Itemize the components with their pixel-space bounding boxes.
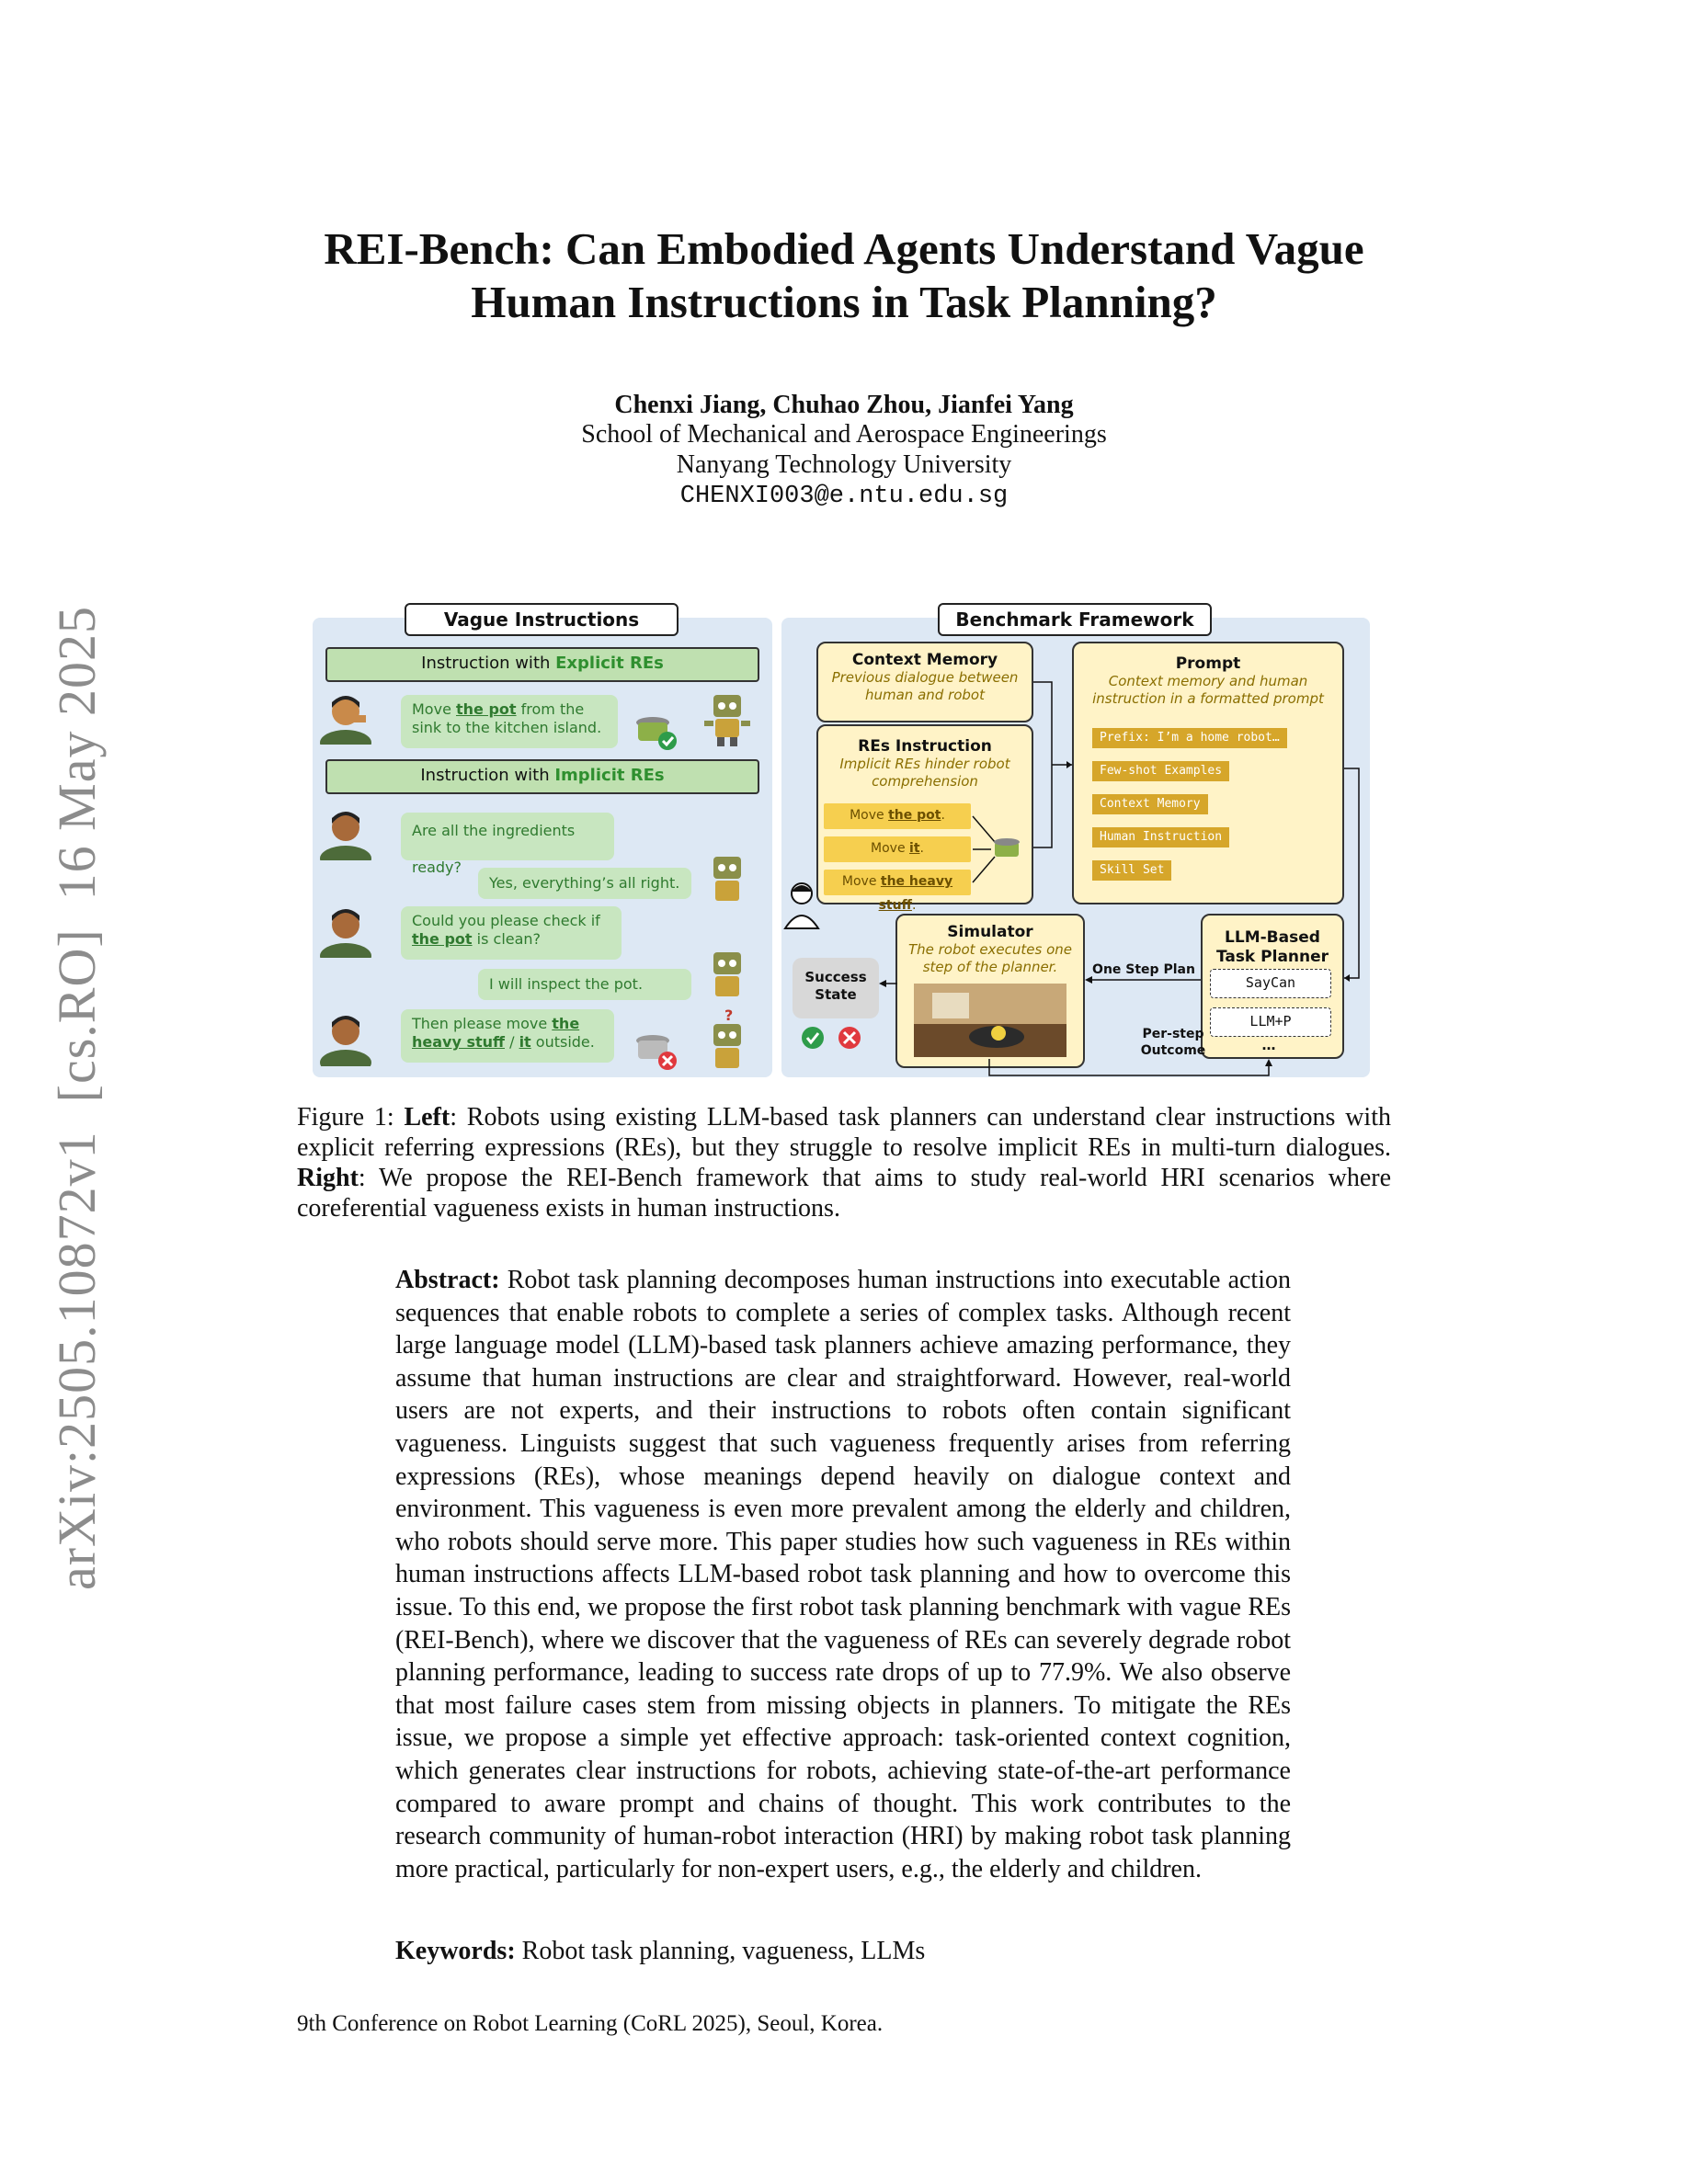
caption-label: Figure 1: <box>297 1103 405 1132</box>
pot-check-icon <box>633 702 679 750</box>
msg3-b: the pot <box>412 930 473 948</box>
arxiv-sidebar-stamp: arXiv:2505.10872v1 [cs.RO] 16 May 2025 <box>47 605 107 1590</box>
success-fail-icons <box>800 1024 873 1052</box>
abstract-label: Abstract: <box>395 1266 500 1294</box>
caption-left-text: : Robots using existing LLM-based task planners can understand clear instructions with explicit referring expressions (REs), but they struggle to resolve implicit REs in multi-turn dialogues. <box>297 1103 1391 1162</box>
connector-to-prompt <box>1033 678 1076 862</box>
affiliation-2: Nanyang Technology University <box>676 450 1012 479</box>
prompt-item-skillset: Skill Set <box>1092 860 1171 881</box>
explicit-bar-prefix: Instruction with <box>421 654 556 673</box>
planner-saycan: SayCan <box>1210 969 1331 998</box>
res-btn3-b: the heavy stuff <box>878 874 953 913</box>
prompt-desc: Context memory and human instruction in a formatted prompt <box>1092 673 1324 707</box>
caption-right-text: : We propose the REI-Bench framework that aims to study real-world HRI scenarios where coreferential vagueness exists in human instructions. <box>297 1164 1391 1223</box>
context-memory-box <box>816 642 1033 722</box>
explicit-msg-a: Move <box>412 700 456 718</box>
caption-right-bold: Right <box>297 1164 359 1192</box>
implicit-bar-prefix: Instruction with <box>420 766 555 785</box>
prompt-item-prefix: Prefix: I’m a home robot… <box>1092 728 1287 748</box>
res-btn3-c: . <box>911 898 917 913</box>
res-btn2-c: . <box>919 841 924 856</box>
keywords <box>395 1937 925 1966</box>
per-step-loop <box>984 1059 1278 1081</box>
message-bubble-3 <box>401 906 622 960</box>
implicit-res-bar <box>325 759 759 794</box>
explicit-msg-b: the pot <box>456 700 517 718</box>
msg5-e: outside. <box>530 1033 595 1051</box>
planner-title: LLM-Based Task Planner <box>1215 928 1329 966</box>
planner-llmp: LLM+P <box>1210 1007 1331 1037</box>
human-speaker-icon <box>316 1006 375 1066</box>
robot-icon <box>699 947 756 1004</box>
pot-fail-icon <box>633 1020 679 1074</box>
explicit-message-bubble <box>401 695 618 748</box>
conference-footer: 9th Conference on Robot Learning (CoRL 2025), Seoul, Korea. <box>297 2011 884 2036</box>
abstract <box>395 1264 1291 1885</box>
explicit-msg-c: from the sink to the kitchen island. <box>412 700 602 736</box>
implicit-bar-em: Implicit REs <box>554 766 665 785</box>
res-instruction-title: REs Instruction <box>858 737 992 756</box>
sim-to-success-arrow <box>879 978 897 989</box>
vague-instructions-header: Vague Instructions <box>405 603 679 636</box>
email: CHENXI003@e.ntu.edu.sg <box>679 483 1009 510</box>
prompt-item-context: Context Memory <box>1092 794 1208 814</box>
msg5-b: the heavy stuff <box>412 1015 580 1051</box>
message-bubble-2: Yes, everything’s all right. <box>478 868 691 899</box>
paper-title-line2: Human Instructions in Task Planning? <box>471 277 1217 327</box>
explicit-bar-em: Explicit REs <box>555 654 664 673</box>
prompt-item-fewshot: Few-shot Examples <box>1092 761 1229 781</box>
arrows-to-pot-icon <box>971 803 1026 895</box>
msg3-a: Could you please check if <box>412 912 600 929</box>
planner-more: … <box>1261 1037 1276 1053</box>
res-btn1-a: Move <box>850 808 889 823</box>
explicit-res-bar <box>325 647 759 682</box>
affiliation-1: School of Mechanical and Aerospace Engineerings <box>581 420 1107 449</box>
svg-text:?: ? <box>724 1007 734 1024</box>
robot-icon <box>699 689 756 748</box>
per-step-outcome-label: Per-step Outcome <box>1140 1027 1206 1058</box>
success-state-box <box>793 958 879 1018</box>
figure-caption <box>297 1102 1391 1223</box>
prompt-title: Prompt <box>1175 654 1241 673</box>
authors: Chenxi Jiang, Chuhao Zhou, Jianfei Yang <box>614 391 1074 419</box>
res-instruction-desc: Implicit REs hinder robot comprehension <box>839 756 1010 790</box>
message-bubble-5 <box>401 1009 614 1063</box>
res-btn3-a: Move <box>841 874 881 889</box>
msg5-c: / <box>505 1033 519 1051</box>
prompt-item-human: Human Instruction <box>1092 827 1229 847</box>
res-btn1-c: . <box>941 808 945 823</box>
paper-title-line1: REI-Bench: Can Embodied Agents Understand Vague <box>324 223 1364 274</box>
keywords-text: Robot task planning, vagueness, LLMs <box>515 1937 926 1965</box>
user-icon <box>783 879 820 930</box>
res-btn1-b: the pot <box>888 808 941 823</box>
context-memory-desc: Previous dialogue between human and robot <box>831 669 1019 703</box>
keywords-label: Keywords: <box>395 1937 516 1965</box>
context-memory-title: Context Memory <box>851 651 998 669</box>
simulator-desc: The robot executes one step of the planner. <box>907 941 1073 975</box>
msg3-c: is clean? <box>472 930 542 948</box>
abstract-text: Robot task planning decomposes human instructions into executable action sequences that enable robots to complete a series of complex tasks. Although recent large language model (LLM)-based task planners achieve amazing performance, they assume that human instructions are clear and straightforward. However, real-world users are not experts, and their instructions to robots often contain significant vagueness. Linguists suggest that such vagueness frequently arises from referring expressions (REs), whose meanings depend heavily on dialogue context and environment. This vagueness is even more prevalent among the elderly and children, who robots should serve more. This paper studies how such vagueness in REs within human instructions affects LLM-based robot task planning and how to overcome this issue. To this end, we propose the first robot task planning benchmark with vague REs (REI-Bench), where we discover that the vagueness of REs can severely degrade robot planning performance, leading to success rate drops of up to 77.9%. We also observe that most failure cases stem from missing objects in planners. To mitigate the REs issue, we propose a simple yet effective approach: task-oriented context cognition, which generates clear instructions for robots, achieving state-of-the-art performance compared to aware prompt and chains of thought. This work contributes to the research community of human-robot interaction (HRI) by making robot task planning more practical, particularly for non-expert users, e.g., the elderly and children. <box>395 1266 1291 1883</box>
message-bubble-1: Are all the ingredients ready? <box>401 813 614 860</box>
res-button-1 <box>824 803 971 829</box>
caption-left-bold: Left <box>404 1103 451 1132</box>
simulator-title: Simulator <box>947 923 1033 941</box>
human-speaker-icon <box>316 689 375 745</box>
msg5-d: it <box>519 1033 531 1051</box>
kitchen-simulator-image <box>914 984 1066 1057</box>
res-button-3 <box>824 870 971 913</box>
robot-icon <box>699 851 756 908</box>
human-speaker-icon <box>316 805 375 860</box>
figure-1 <box>313 599 1370 1082</box>
confused-robot-icon <box>699 1007 756 1074</box>
res-btn2-b: it <box>909 841 920 856</box>
res-btn2-a: Move <box>871 841 910 856</box>
msg5-a: Then please move <box>412 1015 553 1032</box>
res-button-2 <box>824 836 971 862</box>
author-list <box>0 390 1688 420</box>
human-speaker-icon <box>316 903 375 958</box>
success-state-title: Success State <box>804 969 867 1003</box>
one-step-plan-label: One Step Plan <box>1092 962 1195 977</box>
benchmark-framework-header: Benchmark Framework <box>938 603 1212 636</box>
message-bubble-4: I will inspect the pot. <box>478 969 691 1000</box>
email-line <box>0 479 1688 512</box>
